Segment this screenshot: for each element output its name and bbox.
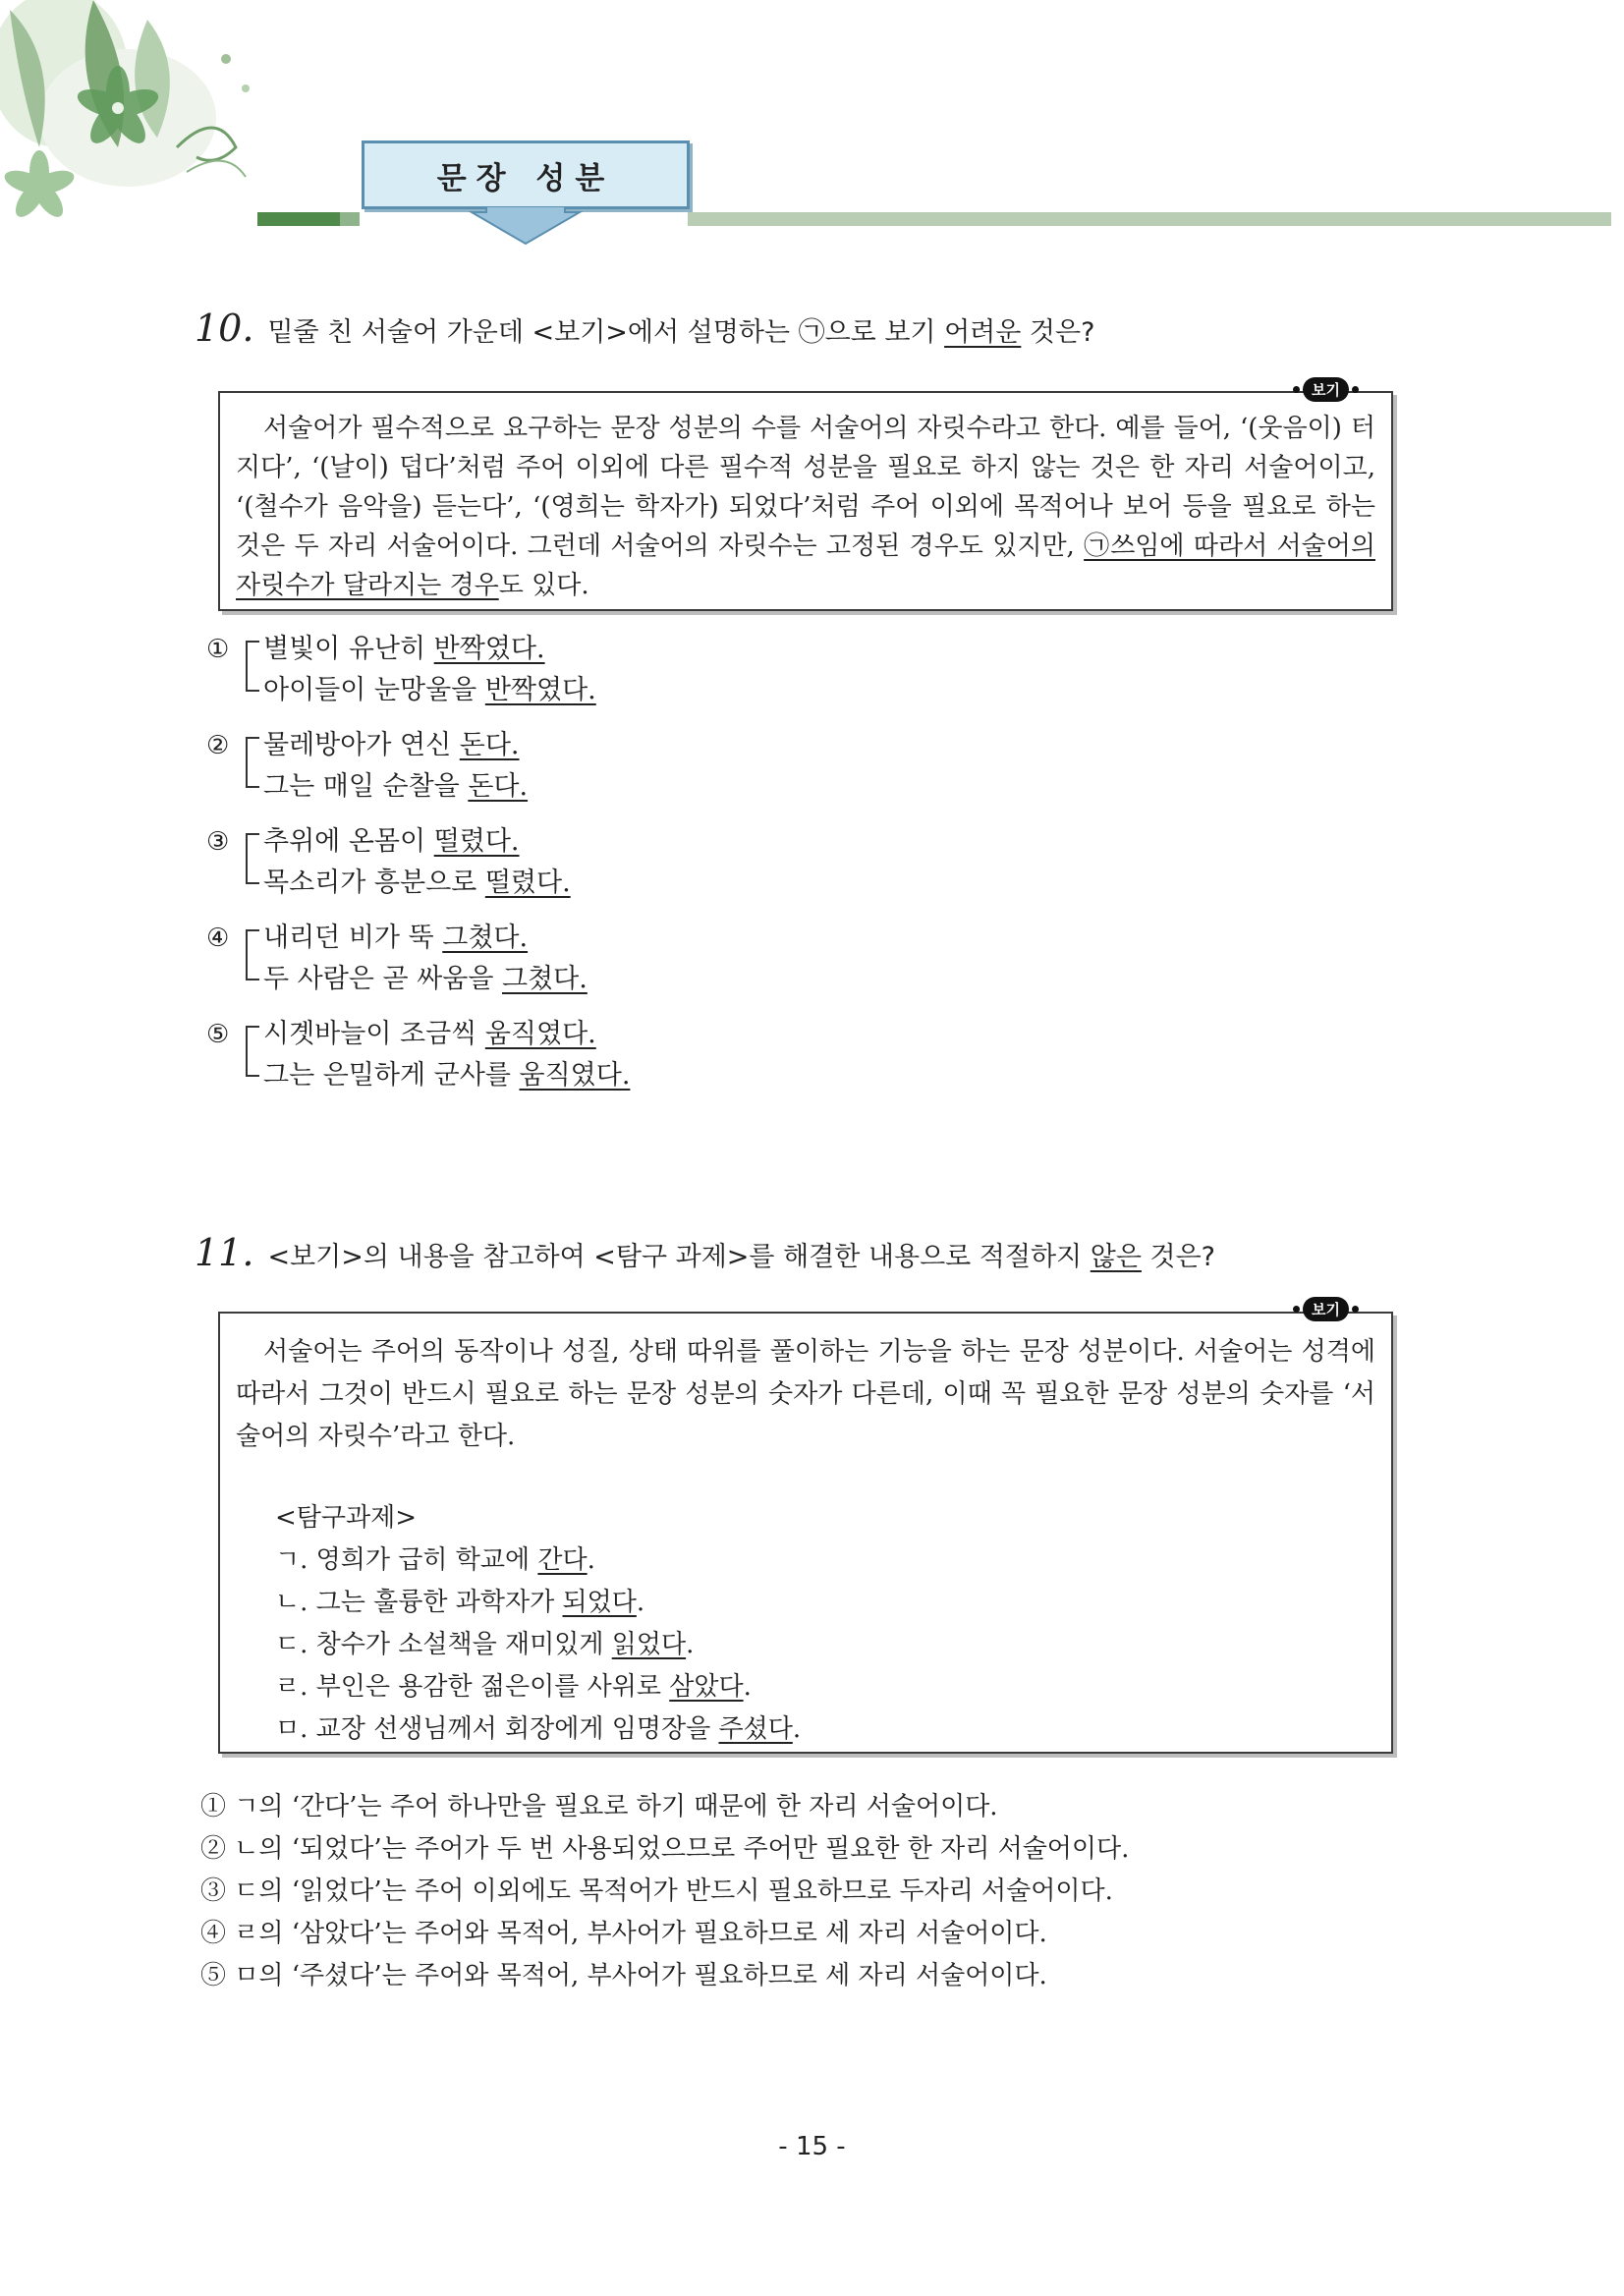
q10-prompt: 10. 밑줄 친 서술어 가운데 <보기>에서 설명하는 ㉠으로 보기 어려운 것은? [195, 307, 1095, 350]
q11-choice-3[interactable]: ③ ㄷ의 ‘읽었다’는 주어 이외에도 목적어가 반드시 필요하므로 두자리 서술어이다. [200, 1876, 1113, 1906]
q10-bogi-text: 서술어가 필수적으로 요구하는 문장 성분의 수를 서술어의 자릿수라고 한다. 예를 들어, ‘(웃음이) 터지다’, ‘(날이) 덥다’처럼 주어 이외에 다른 필수적 성분을 필요로 하지 않는 것은 한 자리 서술어이고, ‘(철수가 음악을) 듣는다’, ‘(영희는 학자가) 되었다’처럼 주어 이외에 목적어나 보어 등을 필요로 하는 것은 두 자리 서술어이다. 그런데 서술어의 자릿수는 고정된 경우도 있지만, ㉠쓰임에 따라서 서술어의 자릿수가 달라지는 경우도 있다. [236, 414, 1375, 600]
page-number: - 15 - [778, 2132, 846, 2161]
header-flower-decoration [0, 0, 265, 236]
q11-bogi-badge: 보기 [1293, 1297, 1359, 1321]
choice-sentence-2: 두 사람은 곧 싸움을 그쳤다. [263, 964, 588, 994]
choice-sentence-1: 내리던 비가 뚝 그쳤다. [263, 923, 529, 953]
q10-choice-1[interactable] [206, 629, 1091, 717]
q11-task-item: ㄴ. 그는 훌륭한 과학자가 되었다. [275, 1588, 645, 1617]
choice-sentence-1: 물레방아가 연신 돈다. [263, 730, 520, 760]
q11-choice-5[interactable]: ⑤ ㅁ의 ‘주셨다’는 주어와 목적어, 부사어가 필요하므로 세 자리 서술어이다. [200, 1961, 1047, 1990]
choice-bracket [246, 833, 259, 884]
choice-number: ③ [206, 827, 230, 857]
q10-number: 10. [195, 307, 254, 350]
q10-bogi-badge: 보기 [1293, 377, 1359, 402]
q11-task-item: ㄷ. 창수가 소설책을 재미있게 읽었다. [275, 1630, 695, 1659]
q11-task-heading: <탐구과제> [275, 1503, 418, 1533]
q10-choice-2[interactable] [206, 725, 1091, 813]
choice-number: ⑤ [206, 1020, 230, 1049]
choice-bracket [246, 1026, 259, 1077]
header-rule-right [688, 212, 1611, 226]
choice-number: ② [206, 731, 230, 760]
q11-choice-4[interactable]: ④ ㄹ의 ‘삼았다’는 주어와 목적어, 부사어가 필요하므로 세 자리 서술어이다. [200, 1919, 1047, 1948]
choice-bracket [246, 737, 259, 788]
q11-bogi-text: 서술어는 주어의 동작이나 성질, 상태 따위를 풀이하는 기능을 하는 문장 성분이다. 서술어는 성격에 따라서 그것이 반드시 필요로 하는 문장 성분의 숫자가 다른데, 이때 꼭 필요한 문장 성분의 숫자를 ‘서술어의 자릿수’라고 한다. [236, 1337, 1375, 1451]
q10-choice-3[interactable] [206, 821, 1091, 910]
choice-number: ① [206, 635, 230, 664]
title-down-arrow-icon [462, 206, 589, 246]
q10-bogi-box [218, 391, 1393, 611]
header-rule-dark [257, 212, 340, 226]
choice-bracket [246, 641, 259, 692]
q11-choices [200, 1786, 1129, 1997]
choice-sentence-2: 목소리가 흥분으로 떨렸다. [263, 868, 571, 898]
q11-task-item: ㄹ. 부인은 용감한 젊은이를 사위로 삼았다. [275, 1672, 752, 1702]
q10-choice-4[interactable] [206, 918, 1091, 1006]
choice-sentence-2: 아이들이 눈망울을 반짝였다. [263, 675, 596, 705]
header-rule-mid [340, 212, 360, 226]
choice-sentence-1: 별빛이 유난히 반짝였다. [263, 634, 545, 664]
q11-prompt: 11. <보기>의 내용을 참고하여 <탐구 과제>를 해결한 내용으로 적절하지 않은 것은? [195, 1231, 1215, 1274]
q11-bogi-box [218, 1312, 1393, 1754]
q11-task-item: ㄱ. 영희가 급히 학교에 간다. [275, 1545, 595, 1575]
q10-choice-5[interactable] [206, 1014, 1091, 1102]
section-title: 문장 성분 [362, 140, 690, 209]
choice-sentence-1: 추위에 온몸이 떨렸다. [263, 826, 520, 857]
q11-number: 11. [195, 1231, 254, 1274]
choice-sentence-2: 그는 매일 순찰을 돈다. [263, 771, 529, 802]
q11-task-list [236, 1497, 1375, 1751]
choice-sentence-1: 시곗바늘이 조금씩 움직였다. [263, 1019, 596, 1049]
choice-number: ④ [206, 924, 230, 953]
q11-task-item: ㅁ. 교장 선생님께서 회장에게 임명장을 주셨다. [275, 1714, 802, 1744]
choice-sentence-2: 그는 은밀하게 군사를 움직였다. [263, 1060, 631, 1091]
q11-choice-1[interactable]: ① ㄱ의 ‘간다’는 주어 하나만을 필요로 하기 때문에 한 자리 서술어이다. [200, 1792, 998, 1821]
choice-bracket [246, 929, 259, 980]
q11-choice-2[interactable]: ② ㄴ의 ‘되었다’는 주어가 두 번 사용되었으므로 주어만 필요한 한 자리 서술어이다. [200, 1834, 1130, 1864]
